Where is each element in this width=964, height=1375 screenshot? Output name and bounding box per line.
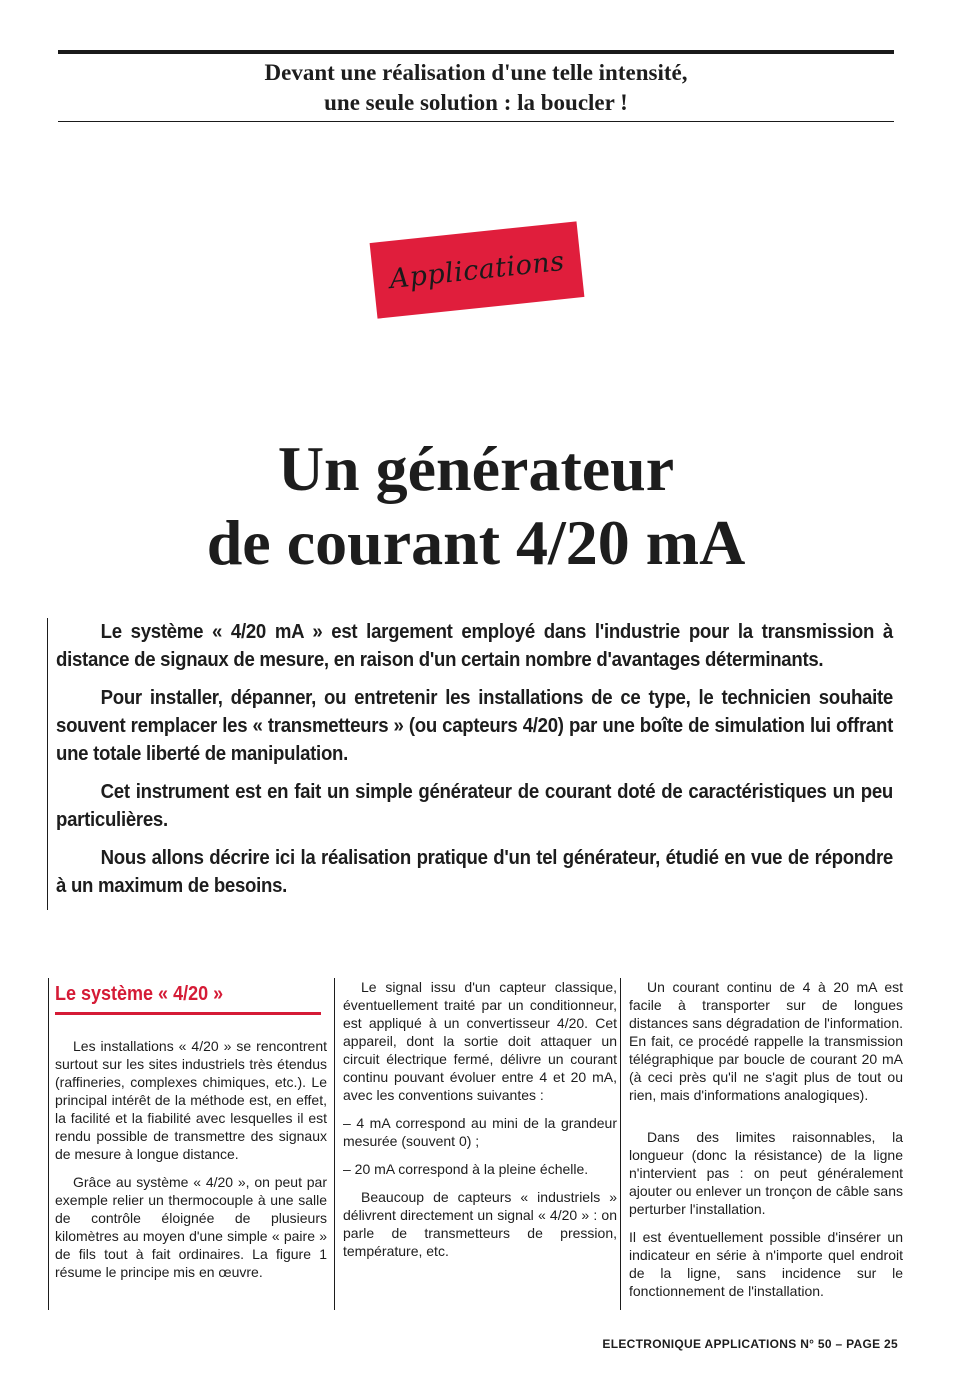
paragraph-gap bbox=[629, 1114, 903, 1128]
intro-paragraph: Nous allons décrire ici la réalisation pratique d'un tel générateur, étudié en vue de répondre à un maximum de besoins. bbox=[56, 847, 893, 897]
section-heading-rule bbox=[55, 1012, 321, 1015]
top-thick-rule bbox=[58, 50, 894, 54]
body-column-3 bbox=[620, 978, 903, 1310]
rubric-stamp bbox=[370, 221, 585, 318]
body-column-1 bbox=[48, 978, 327, 1310]
header-tagline bbox=[58, 58, 894, 118]
body-paragraph: Il est éventuellement possible d'insérer un indicateur en série à n'importe quel endroit de la ligne, sans incidence sur le fonctionnement de l'installation. bbox=[629, 1229, 903, 1299]
section-heading: Le système « 4/20 » bbox=[55, 983, 224, 1005]
intro-paragraph: Le système « 4/20 mA » est largement employé dans l'industrie pour la transmission à distance de signaux de mesure, en raison d'un certain nombre d'avantages déterminants. bbox=[56, 621, 893, 671]
body-paragraph: Dans des limites raisonnables, la longueur (donc la résistance) de la ligne n'intervient pas : on peut généralement ajouter ou enlever un tronçon de câble sans perturber l'installation. bbox=[629, 1129, 903, 1217]
page-footer: ELECTRONIQUE APPLICATIONS N° 50 – PAGE 25 bbox=[602, 1337, 898, 1351]
body-paragraph: Un courant continu de 4 à 20 mA est facile à transporter sur de longues distances sans dégradation de l'information. En fait, ce procédé rappelle la transmission télégraphique par boucle de courant 20 mA (à ceci près qu'il ne s'agit plus de tout ou rien, mais d'informations analogiques). bbox=[629, 979, 903, 1103]
tagline-line-2: une seule solution : la boucler ! bbox=[324, 90, 628, 115]
header-thin-rule bbox=[58, 121, 894, 122]
body-paragraph: Beaucoup de capteurs « industriels » délivrent directement un signal « 4/20 » : on parle de transmetteurs de pression, température, etc. bbox=[343, 1189, 617, 1259]
intro-block bbox=[47, 618, 893, 910]
list-item: – 20 mA correspond à la pleine échelle. bbox=[343, 1161, 589, 1177]
body-column-2 bbox=[334, 978, 617, 1310]
list-item: – 4 mA correspond au mini de la grandeur mesurée (souvent 0) ; bbox=[343, 1115, 617, 1149]
body-paragraph: Le signal issu d'un capteur classique, éventuellement traité par un conditionneur, est appliqué à un convertisseur 4/20. Cet appareil, dont la sortie doit attaquer un circuit électrique fermé, délivre un courant continu pouvant évoluer entre 4 et 20 mA, avec les conventions suivantes : bbox=[343, 979, 617, 1103]
rubric-label: Applications bbox=[388, 245, 566, 295]
body-paragraph: Les installations « 4/20 » se rencontrent surtout sur les sites industriels très étendus (raffineries, complexes chimiques, etc.). Le principal intérêt de la méthode est, en effet, la facilité et la fiabilité avec lesquelles il est rendu possible de transmettre des signaux de mesure à longue distance. bbox=[55, 1038, 327, 1162]
body-paragraph: Grâce au système « 4/20 », on peut par exemple relier un thermocouple à une salle de contrôle éloignée de plusieurs kilomètres au moyen d'une simple « paire » de fils tout à fait ordinaires. La figure 1 résume le principe mis en œuvre. bbox=[55, 1174, 327, 1280]
tagline-line-1: Devant une réalisation d'une telle intensité, bbox=[264, 60, 688, 85]
title-line-2: de courant 4/20 mA bbox=[206, 507, 746, 578]
title-line-1: Un générateur bbox=[277, 433, 675, 504]
article-title bbox=[58, 432, 894, 580]
intro-paragraph: Pour installer, dépanner, ou entretenir les installations de ce type, le technicien souhaite souvent remplacer les « transmetteurs » (ou capteurs 4/20) par une boîte de simulation lui offrant une totale liberté de manipulation. bbox=[56, 687, 893, 765]
intro-paragraph: Cet instrument est en fait un simple générateur de courant doté de caractéristiques un peu particulières. bbox=[56, 781, 893, 831]
